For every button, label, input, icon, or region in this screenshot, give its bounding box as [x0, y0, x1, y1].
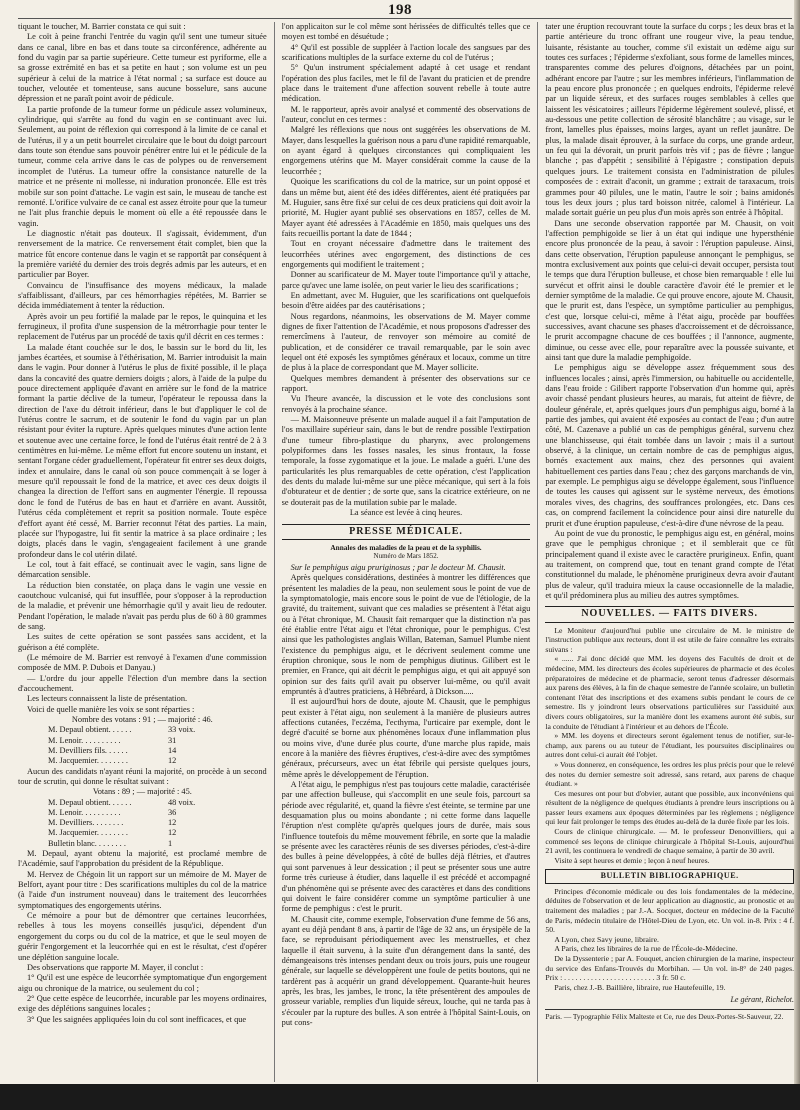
bibliography-title: BULLETIN BIBLIOGRAPHIQUE. [545, 869, 794, 883]
paragraph: Au point de vue du pronostic, le pemphigus aigu est, en général, moins grave que le pemphigus chronique ; et il semblerait que ce fût principalement quand il existe avec le caractère prurigineux. Enfin, quant au traitement, on comprend que, tout en tenant grand compte de l'état constitutionnel du malade, le phénomène prurigineux devra avoir d'autant plus de valeur, qu'il traduira mieux la cause occasionnelle de la maladie, et qu'il prédominera plus au milieu des autres symptômes. [545, 528, 795, 600]
paragraph: A l'état aigu, le pemphigus n'est pas toujours cette maladie, caractérisée par une affection bulleuse, qui s'accomplit en une seule fois, parcourt sa période avec régularité, et, quand la fièvre s'est éteinte, se termine par une desquamation plus ou moins abondante ; ni cette forme dans laquelle l'éruption n'est complète qu'après quelques jours de durée, mais sous l'influence toutefois du même mouvement fébrile, en sorte que la maladie se présente avec les caractères réunis de ses diverses périodes, c'est-à-dire des bulles à peine développées, à côté de bulles déjà flétries, et d'autres qui sont parvenues à leur dessication ; il peut se présenter sous une autre forme très curieuse à étudier, dans laquelle il est précédé et accompagné d'un phénomène qui se présente avec des caractères et dans des conditions qui doivent le faire considérer comme un symptôme particulier à une forme de pemphigus : c'est le prurit. [281, 780, 531, 914]
paragraph: La réduction bien constatée, on plaça dans le vagin une vessie en caoutchouc vulcanisé, qui fut insufflée, pour s'opposer à la reproduction de la maladie, et prévenir une hémorrhagie qu'il y avait lieu de redouter. Pendant l'opération, le malade n'avait pas perdu plus de 60 à 80 grammes de sang. [18, 580, 267, 631]
paragraph: Aucun des candidats n'ayant réuni la majorité, on procède à un second tour de scrutin, qui donne le résultat suivant : [18, 766, 267, 786]
vote-row [18, 798, 267, 808]
paragraph: Les lecteurs connaissent la liste de présentation. [27, 694, 188, 704]
column-rule [537, 22, 538, 1082]
vote-row [18, 736, 267, 746]
paragraph: Quelques membres demandent à présenter des observations sur ce rapport. [281, 373, 531, 394]
paragraph: En admettant, avec M. Huguier, que les scarifications ont quelquefois besoin d'être aidées par des cautérisations ; [281, 290, 531, 311]
candidate: M. Depaul obtient. . . . . . [48, 725, 132, 735]
news-paragraph: » MM. les doyens et directeurs seront également tenus de notifier, sur-le-champ, aux parens ou au tuteur de l'étudiant, les poursuites disciplinaires ou autres dont celui-ci aurait été l'objet. [545, 731, 795, 760]
vote-row [18, 818, 267, 828]
binding-edge [794, 0, 800, 1110]
paragraph: Quoique les scarifications du col de la matrice, sur un point opposé et dans un même but, aient été des idées différentes, aient été pratiquées par M. Huguier, sans être fixé sur celui de ces deux praticiens qui doit avoir la priorité, M. Hugier ayant publié ses observations en 1857, celles de M. Mayer ayant été adressées à l'Académie en 1850, mais quelques uns des faits recueillis portant la date de 1844 ; [281, 177, 531, 238]
paragraph: Ce mémoire a pour but de démontrer que certaines leucorrhées, rebelles à tous les moyens conseillés jusqu'ici, dépendent d'un engorgement du corps ou du col de la matrice, et que le seul moyen de guérir l'engorgement et la leucorrhée qui en est le résultat, c'est d'opérer une déplétion sanguine locale. [18, 911, 267, 962]
candidate: M. Devilliers fils. . . . . . [48, 745, 128, 755]
paragraph: Après quelques considérations, destinées à montrer les différences que présentent les maladies de la peau, non seulement sous le point de vue de la symptomatologie, mais encore sous le point de vue de l'étiologie, de la gravité, du traitement, suivant que ces maladies se présentent à l'état aigu ou à l'état chronique, M. Chausit fait remarquer que la distinction n'a pas été établie entre l'état aigu et l'état chronique, pour le pemphigus. C'est ainsi que les pathologistes anglais Willan, Bateman, Samuel Plumbe nient l'existence du pemphigus aigu, et le décrivent seulement comme une éruption chronique, sous le nom de pemphigus diutinus. Gilibert est le premier, en France, qui ait décrit le pemphigus aigu, et qui ait appuyé son opinion sur des faits qu'il avait pu observer lui-même, ou qu'il avait empruntés à d'autres praticiens, à Hébréard, à Dickson..... [281, 573, 531, 696]
section-title: PRESSE MÉDICALE. [282, 524, 531, 540]
news-paragraph: Visite à sept heures et demie ; leçon à neuf heures. [554, 855, 710, 865]
news-paragraph: Cours de clinique chirurgicale. — M. le professeur Denonvilliers, qui a commencé ses leçons de clinique chirurgicale à l'hôpital St-Louis, aujourd'hui 21 avril, les continuera le vendredi de chaque semaine, à partir de 30 avril. [545, 827, 795, 856]
journal-date: Numéro de Mars 1852. [373, 551, 439, 560]
candidate: M. Depaul obtient. . . . . . [48, 797, 132, 807]
biblio-entry: A Lyon, chez Savy jeune, libraire. [554, 934, 659, 944]
paragraph: Le col, tout à fait effacé, se continuait avec le vagin, sans ligne de démarcation sensible. [18, 559, 267, 580]
printer-line: Paris. — Typographie Félix Malteste et Ce, rue des Deux-Portes-St-Sauveur, 22. [545, 1009, 794, 1022]
paragraph: — L'ordre du jour appelle l'élection d'un membre dans la section d'accouchement. [18, 673, 267, 693]
paragraph: M. Chausit cite, comme exemple, l'observation d'une femme de 56 ans, ayant eu déjà pendant 8 ans, à partir de l'âge de 32 ans, un érysipèle de la face, se reproduisant périodiquement avec les menstruelles, et chez laquelle il était survenu, à la suite d'un dérangement dans la santé, des démangeaisons très intenses pendant deux ou trois jours, puis une rougeur générale, sur laquelle se développèrent une foule de petits boutons, qui ne tardèrent pas à acquérir un grand développement. Quarante-huit heures après, les bras, les jambes, le tronc, la tête présentèrent des ampoules de grosseur variable, remplies d'un liquide séreux, louche, qui ne tarda pas à s'écouler par la rupture des bulles. A son entrée à l'hôpital Saint-Louis, on put cons- [281, 914, 531, 1027]
candidate: Bulletin blanc. . . . . . . . [48, 838, 126, 848]
paragraph: Le pemphigus aigu se développe assez fréquemment sous des influences locales ; ainsi, après l'immersion, ou habituelle ou accidentelle, dans l'eau froide : Gilibert rapporte l'observation d'un homme qui, après avoir chassé pendant plusieurs heures, au marais, fut atteint de fièvre, de douleur générale, et, après quelques jours d'un pemphigus aigu, borné à la partie des jambes, qui avaient été exposées au contact de l'eau ; d'un autre côté, M. Cazenave a publié un cas de pemphigus général, survenu chez une blanchisseuse, qui était tombée dans un lavoir ; mais il a surtout observé, à la clinique, un certain nombre de cas de pemphigus aigus, bornés exactement aux mains, chez des personnes qui avaient habituellement ces parties dans l'eau ; chez des garçons marchands de vin, par exemple. Le pemphigus aigu se développe également, sous l'influence de toutes les causes qui agissent sur le système nerveux, des émotions morales vives, des chagrins, des souffrances prolongées, etc. Dans ces cas, on comprend facilement la coïncidence pour ainsi dire naturelle du prurit et d'une éruption papuleuse, c'est-à-dire d'une névrose de la peau. [545, 363, 795, 528]
vote-count: 48 voix. [168, 797, 196, 807]
page-number: 198 [388, 2, 412, 18]
news-title: NOUVELLES. — FAITS DIVERS. [545, 606, 794, 622]
paragraph: Vu l'heure avancée, la discussion et le vote des conclusions sont renvoyés à la prochaine séance. [281, 394, 531, 414]
article-title: Sur le pemphigus aigu pruriginosus ; par le docteur M. Chausit. [290, 562, 506, 572]
paragraph: M. Depaul, ayant obtenu la majorité, est proclamé membre de l'Académie, sauf l'approbation du président de la République. [18, 849, 267, 869]
candidate: M. Devilliers. . . . . . . . [48, 818, 124, 828]
paragraph: Des observations que rapporte M. Mayer, il conclut : [27, 962, 204, 972]
paragraph: 5° Qu'un instrument spécialement adapté à cet usage et rendant l'opération des plus faciles, met le fil de l'avant du praticien et de prendre place dans le traitement d'une affection souvent rebelle à toute autre médication. [281, 63, 531, 104]
vote-count: 12 [168, 818, 177, 828]
vote-row [18, 828, 267, 838]
header-rule [18, 18, 792, 19]
vote-row [18, 839, 267, 849]
vote-count: 31 [168, 735, 177, 745]
vote-count: 12 [168, 756, 177, 766]
vote-count: 12 [168, 828, 177, 838]
paragraph: (Le mémoire de M. Barrier est renvoyé à l'examen d'une commission composée de MM. P. Dubois et Danyau.) [18, 652, 267, 673]
paragraph: tater une éruption recouvrant toute la surface du corps ; les deux bras et la partie antérieure du tronc offrant une rougeur vive, la peau tendue, luisante, résistante au toucher, comme s'il existait un œdème aigu sur toutes ces surfaces ; l'épiderme s'exfoliant, sous forme de lamelles minces, transparentes comme des pelures d'oignons, détachées par un point, adhérant encore par l'autre ; sur les membres inférieurs, l'inflammation de la peau encore plus prononcée ; en quelques endroits, l'épiderme relevé par un liquide séreux, et des surfaces rouges semblables à celles que laissent les vésicatoires ; ailleurs l'épiderme légèrement soulevé, plissé, et au-dessous une petite collection de sérosité blanchâtre ; au visage, sur le front, lamelles plus épaisses, moins larges, ayant un reflet jaunâtre. De plus, la malade disait éprouver, à la surface du corps, une grande ardeur, un feu qui la dévorait, un prurit parfois très vif ; pas de fièvre ; langue blanche ; pas d'appétit ; sensibilité à l'épigastre ; constipation depuis quelques jours. Le traitement consista en l'administration de pilules composées de : extrait d'aconit, un gramme ; extrait de taraxacum, trois grammes pour 40 pilules, une le matin, l'autre le soir ; bains amidonés tous les deux jours ; plus tard boisson nitrée, calomel à l'intérieur. La malade sortait guérie un peu plus d'un mois après son entrée à l'hôpital. [545, 22, 795, 218]
paragraph: Malgré les réflexions que nous ont suggérées les observations de M. Mayer, dans lesquelles la guérison nous a paru d'une rapidité remarquable, on ayant égard à quelques circonstances qui compliquaient les engorgemens utérins que M. Mayer considérait comme la cause de la leucorrhée ; [281, 125, 531, 176]
paragraph: Nous regardons, néanmoins, les observations de M. Mayer comme dignes de fixer l'attention de l'Académie, et nous proposons d'adresser des remercîmens à l'auteur, de renvoyer son mémoire au comité de publication, et de considérer ce travail remarquable, par le soin avec lequel ont été exposés les symptômes généraux et locaux, comme un titre de plus à la place de correspondant que M. Mayer sollicite. [281, 311, 531, 373]
column-1 [18, 22, 267, 1082]
paragraph: Voici de quelle manière les voix se sont réparties : [27, 704, 195, 714]
paragraph: Il est aujourd'hui hors de doute, ajoute M. Chausit, que le pemphigus peut exister à l'état aigu, non seulement à la manière de plusieurs autres affections cutanées, l'eczéma, l'ecthyma, l'urticaire par exemple, dont le degré d'acuité se borne aux phénomènes locaux d'une inflammation plus ou moins vive, d'une durée plus courte, d'une marche plus rapide, mais encore à la manière des fièvres éruptives, c'est-à-dire avec des symptômes généraux, précurseurs, avec un état fébrile qui persiste quelques jours, même après le développement de l'éruption. [281, 697, 531, 779]
paragraph: 1° Qu'il est une espèce de leucorrhée symptomatique d'un engorgement aigu ou chronique de la matrice, ou seulement du col ; [18, 973, 267, 993]
vote-count: 33 voix. [168, 725, 196, 735]
paragraph: Le diagnostic n'était pas douteux. Il s'agissait, évidemment, d'un renversement de la matrice. Ce renversement était complet, bien que la matrice fût encore contenue dans le vagin et se rapportât par conséquent à la première variété du dernier des trois degrés admis par les auteurs, et en particulier par Boyer. [18, 228, 267, 280]
paragraph: tiquant le toucher, M. Barrier constata ce qui suit : [18, 22, 186, 31]
column-3 [545, 22, 794, 1082]
vote-header: Votans : 89 ; — majorité : 45. [92, 787, 192, 797]
vote-count: 1 [168, 838, 173, 848]
candidate: M. Lenoir. . . . . . . . . . [48, 807, 121, 817]
journal-title: Annales des maladies de la peau et de la syphilis. [330, 542, 482, 552]
paragraph: La séance est levée à cinq heures. [349, 508, 463, 518]
candidate: M. Lenoir. . . . . . . . . . [48, 735, 121, 745]
vote-count: 14 [168, 745, 177, 755]
paragraph: Les suites de cette opération se sont passées sans accident, et la guérison a été complète. [18, 632, 267, 652]
news-paragraph: « ...... J'ai donc décidé que MM. les doyens des Facultés de droit et de médecine, MM. les directeurs des écoles supérieures de pharmacie et des écoles préparatoires de médecine et de pharmacie, seront tenus d'adresser désormais aux parens des élèves, à la fin de chaque semestre de l'année scolaire, un bulletin contenant l'état des inscriptions et des examens subis pendant le cours de ce semestre. Ils y joindront leurs observations particulières sur l'assiduité aux divers cours obligatoires, sur la manière dont les examens auront été subis, sur la conduite de l'étudiant à l'intérieur et au dehors de l'École. [545, 654, 795, 731]
scan-bottom-border [0, 1084, 800, 1110]
paragraph: M. Hervez de Chégoin lit un rapport sur un mémoire de M. Mayer de Belfort, ayant pour titre : Des scarifications multiples du col de la matrice (à l'aide d'un instrument nouveau) dans le traitement des leucorrhées symptomatiques des engorgements utérins. [18, 869, 267, 910]
candidate: M. Jacquemier. . . . . . . . [48, 828, 128, 838]
news-paragraph: » Vous donnerez, en conséquence, les ordres les plus précis pour que le relevé des notes du dernier semestre soit adressé, sans retard, aux parens de chaque étudiant. » [545, 759, 795, 789]
paragraph: Tout en croyant nécessaire d'admettre dans le traitement des leucorrhées utérines avec engorgement, des distinctions de ces engorgements qui modifient le traitement ; [281, 239, 531, 269]
biblio-entry: Principes d'économie médicale ou des lois fondamentales de la médecine, déduites de l'observation et de leur application au diagnostic, au pronostic et au traitement des maladies ; par J.-A. Socquet, docteur en médecine de la Faculté de Paris, médecin titulaire de l'Hôtel-Dieu de Lyon, etc. Un vol. in-8. Prix : 4 f. 50. [545, 886, 795, 935]
paragraph: l'on applicaiton sur le col même sont hérissées de difficultés telles que ce moyen est tombé en désuétude ; [281, 22, 531, 42]
paragraph: Après avoir un peu fortifié la malade par le repos, le quinquina et les ferrugineux, il profita d'une suspension de la métrorrhagie pour tenter le replacement de l'utérus par un procédé de taxis qu'il décrit en ces termes : [18, 311, 267, 342]
paragraph: — M. Maisonneuve présente un malade auquel il a fait l'amputation de l'os maxillaire supérieur sain, dans le but de rendre possible l'extirpation d'une tumeur fibro-plastique du pharynx, avec prolongemens polypiformes dans les fosses nasales, les sinus frontaux, la fosse temporale, la fosse zygomatique et la joue. Le malade a guéri. L'une des particularités les plus remarquables de cette opération, c'est l'application des dents du malade lui-même sur une pièce mécanique, qui sert à la fois d'obturateur et de dentier ; de sorte que, sans la cicatrice extérieure, on ne se douterait pas de la mutilation subie par le malade. [281, 415, 531, 507]
news-paragraph: Le Moniteur d'aujourd'hui publie une circulaire de M. le ministre de l'instruction publique aux recteurs, dont il est utile de faire connaître les extraits suivans : [545, 625, 795, 654]
paragraph: Donner au scarificateur de M. Mayer toute l'importance qu'il y attache, parce qu'avec une lame isolée, on peut varier le lieu des scarifications ; [281, 270, 531, 290]
paragraph: M. le rapporteur, après avoir analysé et commenté des observations de l'auteur, conclut en ces termes : [281, 104, 531, 125]
biblio-entry: De la Dyssenterie ; par A. Fouquet, ancien chirurgien de la marine, inspecteur du service des Enfans-Trouvés du Morbihan. — Un vol. in-8° de 240 pages. Prix : . . . . . . . . . . . . . . . . . . . . . . . . 3 fr. 50 c. [545, 953, 795, 983]
biblio-entry: A Paris, chez les libraires de la rue de l'École-de-Médecine. [554, 944, 738, 954]
paragraph: 4° Qu'il est possible de suppléer à l'action locale des sangsues par des scarifications multiples de la surface externe du col de l'utérus ; [281, 42, 531, 63]
vote-row [18, 756, 267, 766]
paragraph: 3° Que les saignées appliquées loin du col sont inefficaces, et que [27, 1014, 247, 1024]
column-rule [274, 22, 275, 1082]
biblio-entry: Paris, chez J.-B. Baillière, libraire, rue Hautefeuille, 19. [554, 982, 726, 992]
paragraph: Le coït à peine franchi l'entrée du vagin qu'il sent une tumeur située dans ce canal, libre en bas et dans toute sa circonférence, adhérente au fond du vagin par sa partie supérieure. Cette tumeur est pyriforme, elle a sa grosse extrémité en bas et sa petite en haut ; son volume est un peu supérieur à celui de la matrice à l'état normal ; sa surface est douce au toucher, veloutée et tomenteuse, sans aucune bosselure, sans aucune dépression et ne paraît point avoir de pédicule. [18, 32, 267, 104]
paragraph: Convaincu de l'insuffisance des moyens médicaux, la malade s'affaiblissant, d'ailleurs, par ces hémorrhagies répétées, M. Barrier se décida immédiatement à tenter la réduction. [18, 280, 267, 311]
vote-row [18, 746, 267, 756]
columns [18, 22, 794, 1082]
vote-row [18, 808, 267, 818]
paragraph: La malade étant couchée sur le dos, le bassin sur le bord du lit, les jambes écartées, et soumise à l'éthérisation, M. Barrier introduisit la main dans le vagin. Pour donner à l'utérus le plus de fixité possible, il le plaça dans la concavité des quatre derniers doigts ; alors, à l'aide de la pulpe du pouce directement appliquée d'avant en arrière sur le fond de la matrice formant la partie déclive de la tumeur, l'opérateur le repoussa dans la direction de l'axe du détroit inférieur, dans le but d'appliquer le col de l'utérus contre le sacrum, et de soutenir le fond du vagin par un plan résistant pour éviter la rupture. Après quelques minutes d'une action lente et soutenue avec une certaine force, le fond de l'utérus était rentré de 2 à 3 centimètres en lui-même. Le même effort fut encore soutenu un instant, et sentant l'organe céder graduellement, l'opérateur fit entrer ses deux doigts, index et annulaire, dans le canal où son pouce commençait à se loger à mesure qu'il repoussait le fond de la matrice, et avec ces deux doigts il changea la direction de l'effort sans en augmenter l'énergie. Il repoussa donc le fond de l'utérus de bas en haut et d'arrière en avant. Aussitôt, l'utérus céda complètement et reprit sa position normale. Toute espèce d'effort ayant été cessé, M. Barrier reconnut l'état des parties. La main, placée sur l'hypogastre, lui fit sentir la matrice à sa place ordinaire ; les doigts, placés dans le vagin, s'engageaient facilement à une grande profondeur dans le col utérin dilaté. [18, 342, 267, 559]
news-paragraph: Ces mesures ont pour but d'obvier, autant que possible, aux inconvéniens qui résultent de la négligence de quelques étudiants à prendre leurs inscriptions ou à passer leurs examens aux époques déterminées par les règlemens ; négligence qui leur fait prolonger le temps des études au-delà de la durée fixée par les lois. [545, 788, 795, 827]
paragraph: La partie profonde de la tumeur forme un pédicule assez volumineux, cylindrique, qui s'arrête au fond du vagin en se continuant avec lui. Seulement, au point de réflexion qui correspond à la limite de ce canal et de l'utérus, il y a un petit bourrelet circulaire que le bout du doigt parcourt dans toute son étendue sans pouvoir pénétrer entre lui et le pédicule de la tumeur, comme cela arrive dans le cas de polypes ou de renversement incomplet de l'utérus. La tumeur offre la consistance naturelle de la matrice et ne présente ni mollesse, ni induration prononcée. Elle est très mobile sur son point d'attache. Le vagin est sain, le museau de tanche est remonté. L'orifice vulvaire de ce canal est assez étroite pour que la tumeur ne l'ait plus franchie depuis le moment où elle a été repoussée dans le vagin. [18, 104, 267, 228]
vote-row [18, 725, 267, 735]
candidate: M. Jacquemier. . . . . . . . [48, 756, 128, 766]
paragraph: Dans une seconde observation rapportée par M. Chausit, on voit l'affection pemphigoïde se lier à un état qui indique une hypersthénie encore plus prononcée de la peau, à savoir : l'éruption papuleuse. Ainsi, dans cette observation, l'éruption papuleuse annonçant le pemphigus, se montra exclusivement aux points que celui-ci devait occuper, persista tout le temps que dura l'éruption bulleuse, et chose bien remarquable ! elle lui survécut et offrit ainsi le double caractère d'avoir été le premier et le dernier symptôme de la maladie. Ce qui prouve encore, ajoute M. Chausit, que le prurit est, dans l'espèce, un symptôme particulier au pemphigus, c'est que, lorsque celui-ci, même à l'état aigu, procède par bouffées successives, avant chacune ses phases d'accroissement et de décroissance, le prurit accompagne chacune de ces bouffées ; il l'annonce, augmente, diminue, ou cesse avec elle, pour reparaître avec la poussée suivante, et ainsi tant que dure la maladie pemphigoïde. [545, 218, 795, 362]
column-2 [282, 22, 531, 1082]
vote-count: 36 [168, 807, 177, 817]
paragraph: 2° Que cette espèce de leucorrhée, incurable par les moyens ordinaires, exige des déplétions sanguines locales ; [18, 993, 267, 1014]
vote-header: Nombre des votans : 91 ; — majorité : 46. [71, 715, 213, 725]
gerant-signature: Le gérant, Richelot. [730, 995, 795, 1005]
